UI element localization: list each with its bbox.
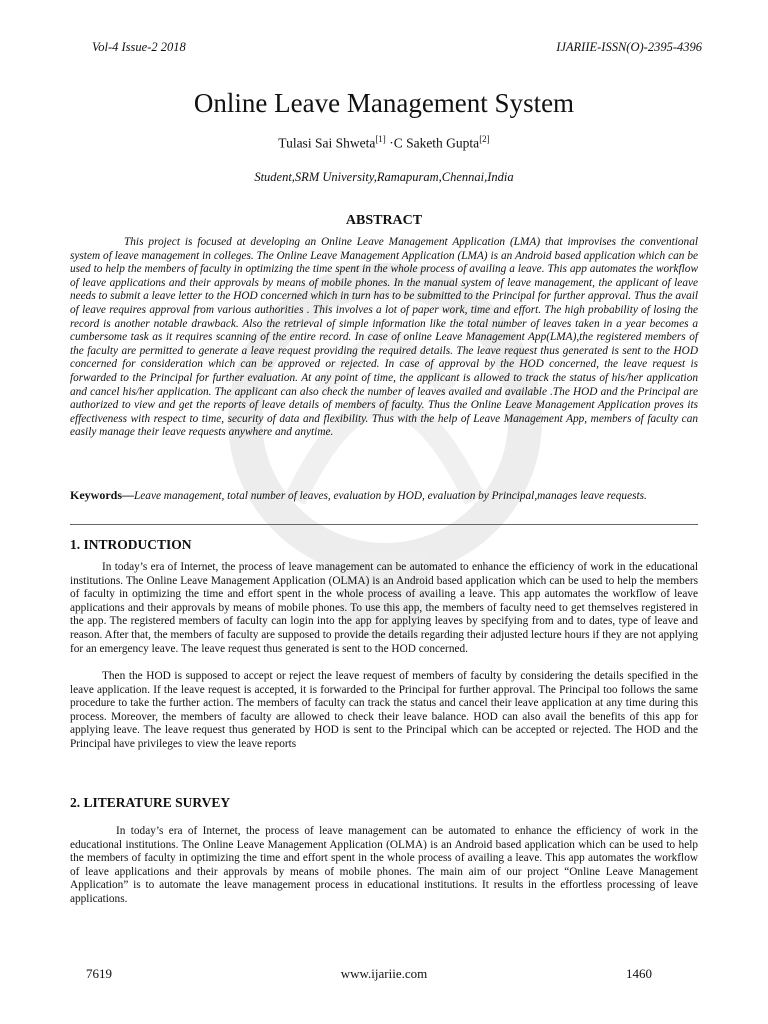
intro-para-1-text: In today’s era of Internet, the process of leave management can be automated to enhance the efficiency of work in the educational institutions. The Online Leave Management Application (OLMA) is an Android based application which can be used to help the members of faculty in optimizing the time and effort spent in the whole process of availing a leave. This app automates the workflow of leave applications and their approvals by means of mobile phones. To use this app, the members of faculty need to get themselves registered in the app. The registered members of faculty can login into the app for applying leaves by specifying from and to dates, type of leave and reason. After that, the members of faculty are supposed to provide the details regarding their adjusted lecture hours if they are not applying for an emergency leave. The leave request thus generated is sent to the HOD concerned. xyxy=(70,561,698,655)
author-1-ref: [1] xyxy=(375,134,386,144)
keywords-text: Leave management, total number of leaves, evaluation by HOD, evaluation by Principal,manages leave requests. xyxy=(134,490,647,502)
introduction-heading: 1. INTRODUCTION xyxy=(70,537,192,552)
footer-article-number: 7619 xyxy=(86,966,112,981)
author-separator: · xyxy=(385,135,394,151)
author-affiliation: Student,SRM University,Ramapuram,Chennai,India xyxy=(254,170,514,184)
author-line xyxy=(0,134,768,152)
author-1: Tulasi Sai Shweta xyxy=(278,135,376,151)
footer-page-number: 1460 xyxy=(626,966,652,981)
author-2: C Saketh Gupta xyxy=(393,135,480,151)
lit-para-text: In today’s era of Internet, the process of leave management can be automated to enhance the efficiency of work in the educational institutions. The Online Leave Management Application (OLMA) is an Android based application which can be used to help the members of faculty in optimizing the time and effort spent in the whole process of availing a leave. This app automates the workflow of leave applications and their approvals by means of mobile phones. The main aim of our project “Online Leave Management Application” is to automate the leave management process in educational institutions. It results in the effortless processing of leave applications. xyxy=(70,825,698,905)
introduction-paragraph-1 xyxy=(70,561,698,656)
paper-title: Online Leave Management System xyxy=(193,88,575,118)
journal-issn-header: IJARIIE-ISSN(O)-2395-4396 xyxy=(556,40,702,54)
keywords-block xyxy=(70,489,698,504)
literature-survey-heading: 2. LITERATURE SURVEY xyxy=(70,795,231,810)
journal-volume-header: Vol-4 Issue-2 2018 xyxy=(92,40,186,54)
introduction-paragraph-2 xyxy=(70,670,698,752)
literature-survey-paragraph xyxy=(70,825,698,907)
section-divider xyxy=(70,524,698,525)
intro-para-2-text: Then the HOD is supposed to accept or reject the leave request of members of faculty by considering the details specified in the leave application. If the leave request is accepted, it is forwarded to the Principal for further approval. The Principal too follows the same procedure to take the further action. The members of faculty can track the status and cancel their leave application at any time during this process. Moreover, the members of faculty are allowed to check their leave balance. HOD can also avail the benefits of this app for applying leave. The leave request thus generated by HOD is sent to the Principal which can be accepted or rejected. The HOD and the Principal have privileges to view the leave reports xyxy=(70,670,698,750)
keywords-label: Keywords— xyxy=(70,488,134,502)
abstract-heading: ABSTRACT xyxy=(345,213,423,228)
footer-website: www.ijariie.com xyxy=(340,966,428,981)
abstract-body: This project is focused at developing an Online Leave Management Application (LMA) that improvises the conventional system of leave management in colleges. The Online Leave Management Application (LMA) is an Android based application which can be used to help the members of faculty in optimizing the time spent in the whole process of availing a leave. This app automates the workflow of leave applications and their approvals by means of mobile phones. In the manual system of leave management, the applicant of leave needs to submit a leave letter to the HOD concerned which in turn has to be submitted to the Principal for further approval. Thus the avail of leave requires approval from various authorities . This involves a lot of paper work, time and effort. The high probability of losing the record is another notable drawback. Also the retrieval of simple information like the total number of leaves taken in a year becomes a cumbersome task as it requires scanning of the entire record. In case of online Leave Management App(LMA),the registered members of the faculty are permitted to generate a leave request providing the required details. The leave request thus generated is sent to the HOD concerned for consideration which can be approved or rejected. In case of approval by the HOD concerned, the leave request is forwarded to the Principal for further evaluation. At any point of time, the applicant is allowed to track the status of his/her application and cancel his/her application. The applicant can also check the number of leaves availed and available .The HOD and the Principal are authorized to view and get the reports of leave details of members of faculty. Thus the Online Leave Management Application proves its effectiveness with respect to time, security of data and flexibility. Thus with the help of Leave Management App, members of faculty can easily manage their leave requests anywhere and anytime. xyxy=(70,236,698,439)
author-2-ref: [2] xyxy=(479,134,490,144)
abstract-text xyxy=(70,236,698,440)
